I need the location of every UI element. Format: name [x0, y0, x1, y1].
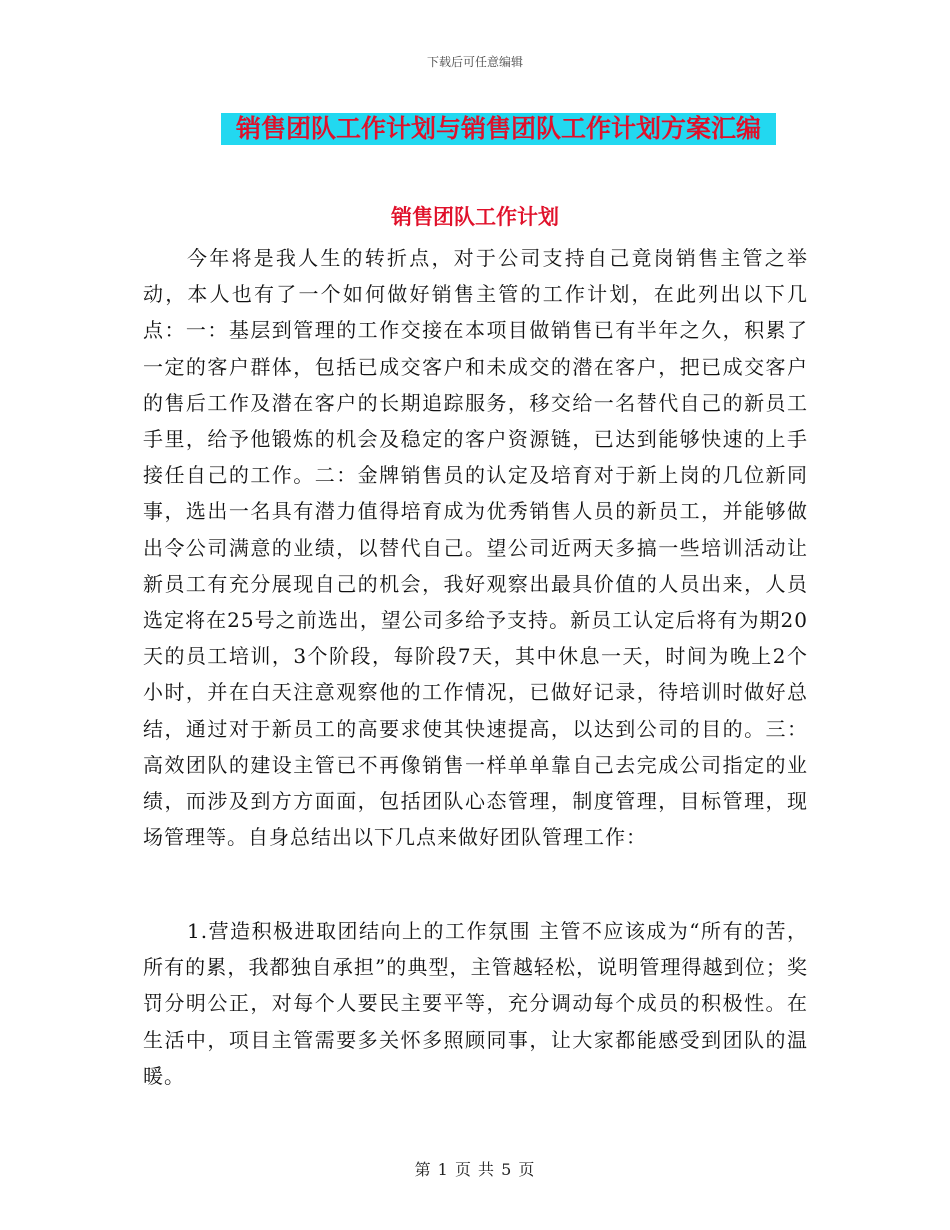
body-paragraph-1 [143, 240, 808, 855]
paragraph-text: 1.营造积极进取团结向上的工作氛围 主管不应该成为“所有的苦，所有的累，我都独自承担”的典型，主管越轻松，说明管理得越到位；奖罚分明公正，对每个人要民主要平等，充分调动每个成员的积极性。在生活中，项目主管需要多关怀多照顾同事，让大家都能感受到团队的温暖。 [143, 919, 808, 1088]
page-number: 第 1 页 共 5 页 [414, 1160, 536, 1179]
paragraph-text: 今年将是我人生的转折点，对于公司支持自己竟岗销售主管之举动，本人也有了一个如何做好销售主管的工作计划，在此列出以下几点：一：基层到管理的工作交接在本项目做销售已有半年之久，积累了一定的客户群体，包括已成交客户和未成交的潜在客户，把已成交客户的售后工作及潜在客户的长期追踪服务，移交给一名替代自己的新员工手里，给予他锻炼的机会及稳定的客户资源链，已达到能够快速的上手接任自己的工作。二：金牌销售员的认定及培育对于新上岗的几位新同事，选出一名具有潜力值得培育成为优秀销售人员的新员工，并能够做出令公司满意的业绩，以替代自己。望公司近两天多搞一些培训活动让新员工有充分展现自己的机会，我好观察出最具价值的人员出来，人员选定将在25号之前选出，望公司多给予支持。新员工认定后将有为期20天的员工培训，3个阶段，每阶段7天，其中休息一天，时间为晚上2个小时，并在白天注意观察他的工作情况，已做好记录，待培训时做好总结，通过对于新员工的高要求使其快速提高，以达到公司的目的。三：高效团队的建设主管已不再像销售一样单单靠自己去完成公司指定的业绩，而涉及到方方面面，包括团队心态管理，制度管理，目标管理，现场管理等。自身总结出以下几点来做好团队管理工作： [143, 246, 808, 850]
section-title: 销售团队工作计划 [391, 205, 559, 229]
document-title: 销售团队工作计划与销售团队工作计划方案汇编 [221, 113, 776, 145]
body-paragraph-2 [143, 913, 808, 1094]
header-note: 下载后可任意编辑 [426, 55, 523, 69]
